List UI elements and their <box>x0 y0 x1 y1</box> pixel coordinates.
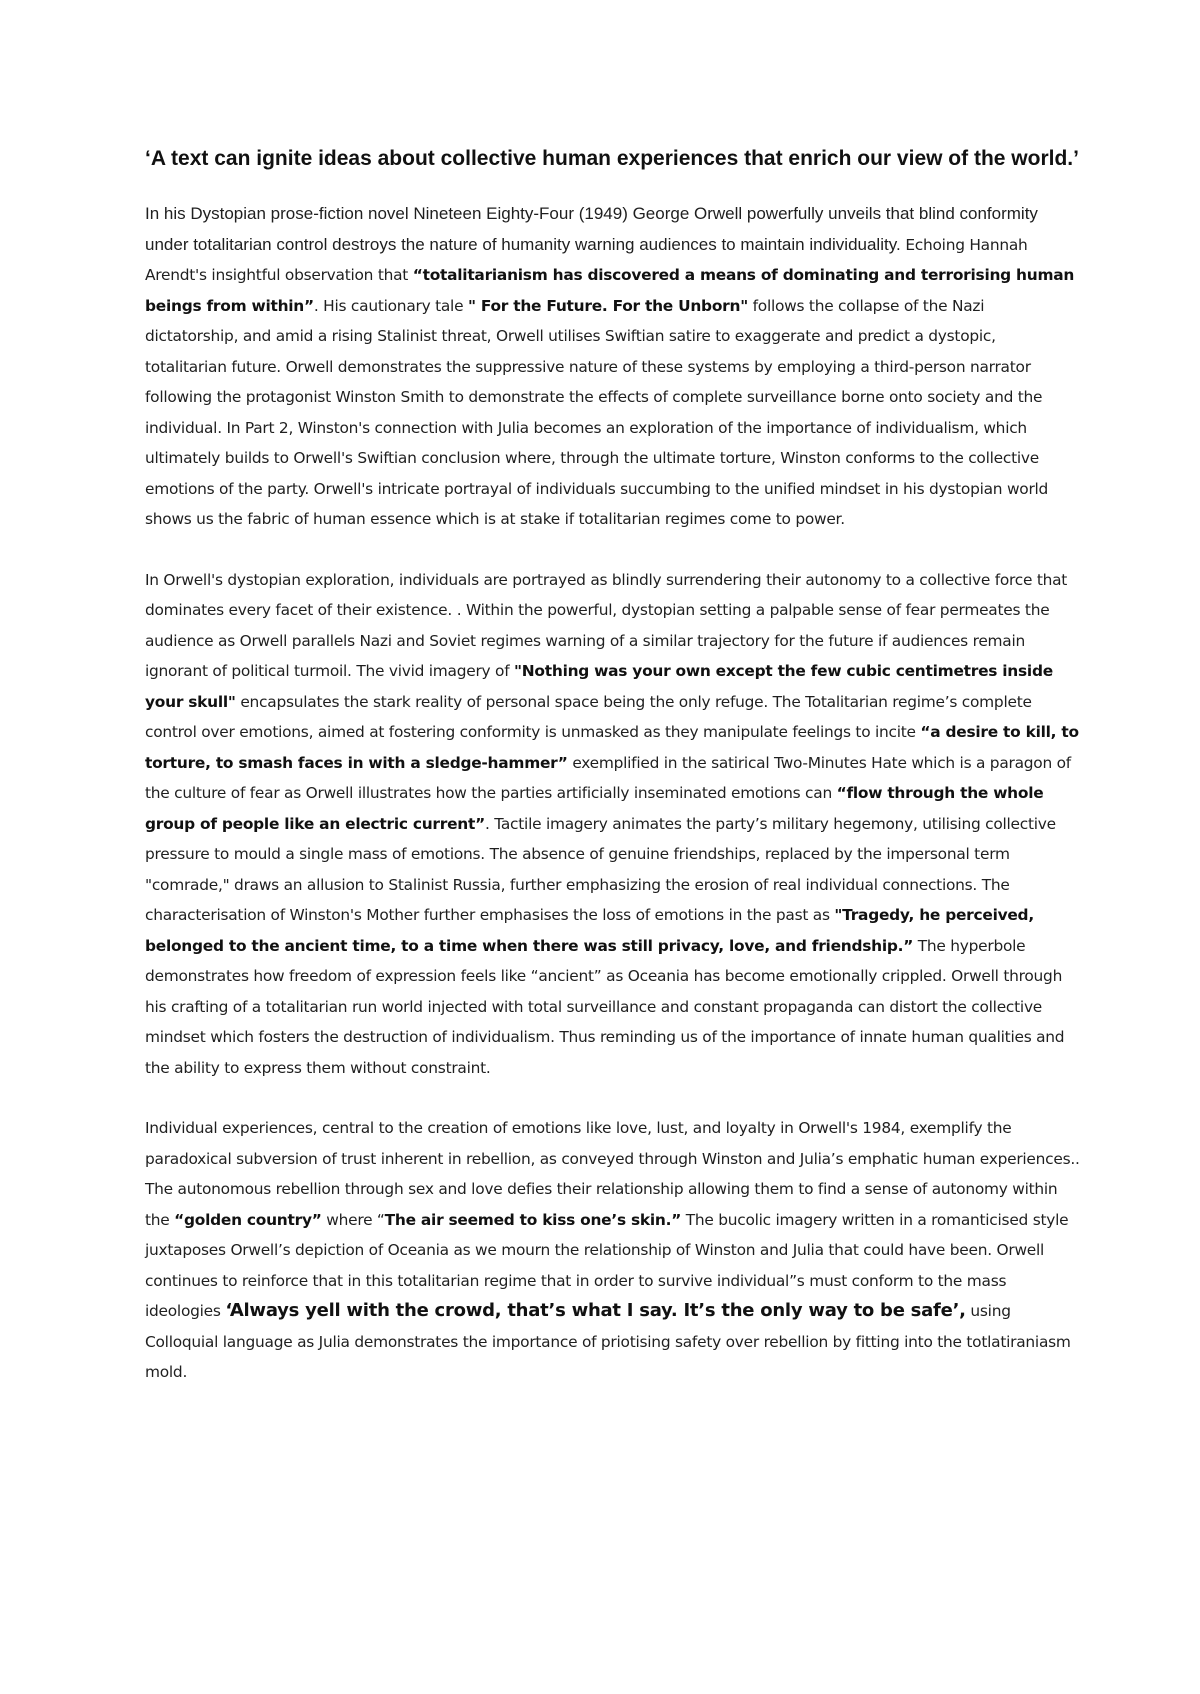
text-run: The hyperbole demonstrates how freedom of expression feels like “ancient” as Oceania has become emotionally crippled. Orwell through his crafting of a totalitarian run world injected with total surveillance and constant propaganda can distort the collective mindset which fosters the destruction of individualism. Thus reminding us of the importance of innate human qualities and the ability to express them without constraint. <box>145 936 1065 1077</box>
quote-golden-country: “golden country” <box>174 1210 322 1229</box>
text-run: Individual experiences, central to the creation of emotions like love, lust, and loyalty in Orwell's 1984, exemplify the paradoxical subversion of trust inherent in rebellion, as conveyed through Winston and Julia’s emphatic human experiences.. The autonomous rebellion through sex and love defies their relationship allowing them to find a sense of autonomy within the <box>145 1119 1080 1229</box>
quote-cubic-centimetres: "Nothing was your own except the few cubic centimetres inside your skull" <box>145 662 1053 711</box>
essay-question-title: ‘A text can ignite ideas about collective human experiences that enrich our view of the world.’ <box>145 147 1079 170</box>
quote-air-kiss-skin: The air seemed to kiss one’s skin.” <box>384 1210 682 1229</box>
text-run: where “ <box>321 1210 385 1229</box>
quote-electric-current: “flow through the whole group of people like an electric current” <box>145 784 1044 833</box>
quote-desire-to-kill: “a desire to kill, to torture, to smash faces in with a sledge-hammer” <box>145 723 1079 772</box>
quote-always-yell: ‘Always yell with the crowd, that’s what I say. It’s the only way to be safe’, <box>225 1300 966 1321</box>
document-body <box>145 144 1080 1418</box>
text-run: . Tactile imagery animates the party’s military hegemony, utilising collective pressure to mould a single mass of emotions. The absence of genuine friendships, replaced by the impersonal term "comrade," draws an allusion to Stalinist Russia, further emphasizing the erosion of real individual connections. The characterisation of Winston's Mother further emphasises the loss of emotions in the past as <box>145 814 1056 924</box>
paragraph-body-2 <box>145 1113 1080 1388</box>
text-run: follows the collapse of the Nazi dictatorship, and amid a rising Stalinist threat, Orwell utilises Swiftian satire to exaggerate and predict a dystopic, totalitarian future. Orwell demonstrates the suppressive nature of these systems by employing a third-person narrator following the protagonist Winston Smith to demonstrate the effects of complete surveillance borne onto society and the individual. In Part 2, Winston's connection with Julia becomes an exploration of the importance of individualism, which ultimately builds to Orwell's Swiftian conclusion where, through the ultimate torture, Winston conforms to the collective emotions of the party. Orwell's intricate portrayal of individuals succumbing to the unified mindset in his dystopian world shows us the fabric of human essence which is at stake if totalitarian regimes come to power. <box>145 296 1049 528</box>
quote-arendt: “totalitarianism has discovered a means of dominating and terrorising human beings from within” <box>145 266 1075 315</box>
paragraph-introduction <box>145 199 1080 535</box>
intro-thesis-sentence: In his Dystopian prose-fiction novel Nineteen Eighty-Four (1949) George Orwell powerfully unveils that blind conformity under totalitarian control destroys the nature of humanity warning audiences to maintain individuality. <box>145 204 1038 254</box>
quote-tragedy: "Tragedy, he perceived, belonged to the ancient time, to a time when there was still privacy, love, and friendship.” <box>145 906 1034 955</box>
text-run: encapsulates the stark reality of personal space being the only refuge. The Totalitarian regime’s complete control over emotions, aimed at fostering conformity is unmasked as they manipulate feelings to incite <box>145 692 1032 741</box>
text-run: . His cautionary tale <box>313 296 468 315</box>
text-run: exemplified in the satirical Two-Minutes Hate which is a paragon of the culture of fear as Orwell illustrates how the parties artificially inseminated emotions can <box>145 753 1071 802</box>
text-run: using Colloquial language as Julia demonstrates the importance of priotising safety over rebellion by fitting into the totlatiraniasm mold. <box>145 1302 1071 1381</box>
text-run: Echoing Hannah Arendt's insightful observation that <box>145 235 1028 284</box>
quote-for-the-future: " For the Future. For the Unborn" <box>467 296 748 315</box>
paragraph-body-1 <box>145 565 1080 1084</box>
text-run: In Orwell's dystopian exploration, individuals are portrayed as blindly surrendering their autonomy to a collective force that dominates every facet of their existence. . Within the powerful, dystopian setting a palpable sense of fear permeates the audience as Orwell parallels Nazi and Soviet regimes warning of a similar trajectory for the future if audiences remain ignorant of political turmoil. The vivid imagery of <box>145 570 1068 680</box>
text-run: The bucolic imagery written in a romanticised style juxtaposes Orwell’s depiction of Oceania as we mourn the relationship of Winston and Julia that could have been. Orwell continues to reinforce that in this totalitarian regime that in order to survive individual”s must conform to the mass ideologies <box>145 1210 1069 1320</box>
